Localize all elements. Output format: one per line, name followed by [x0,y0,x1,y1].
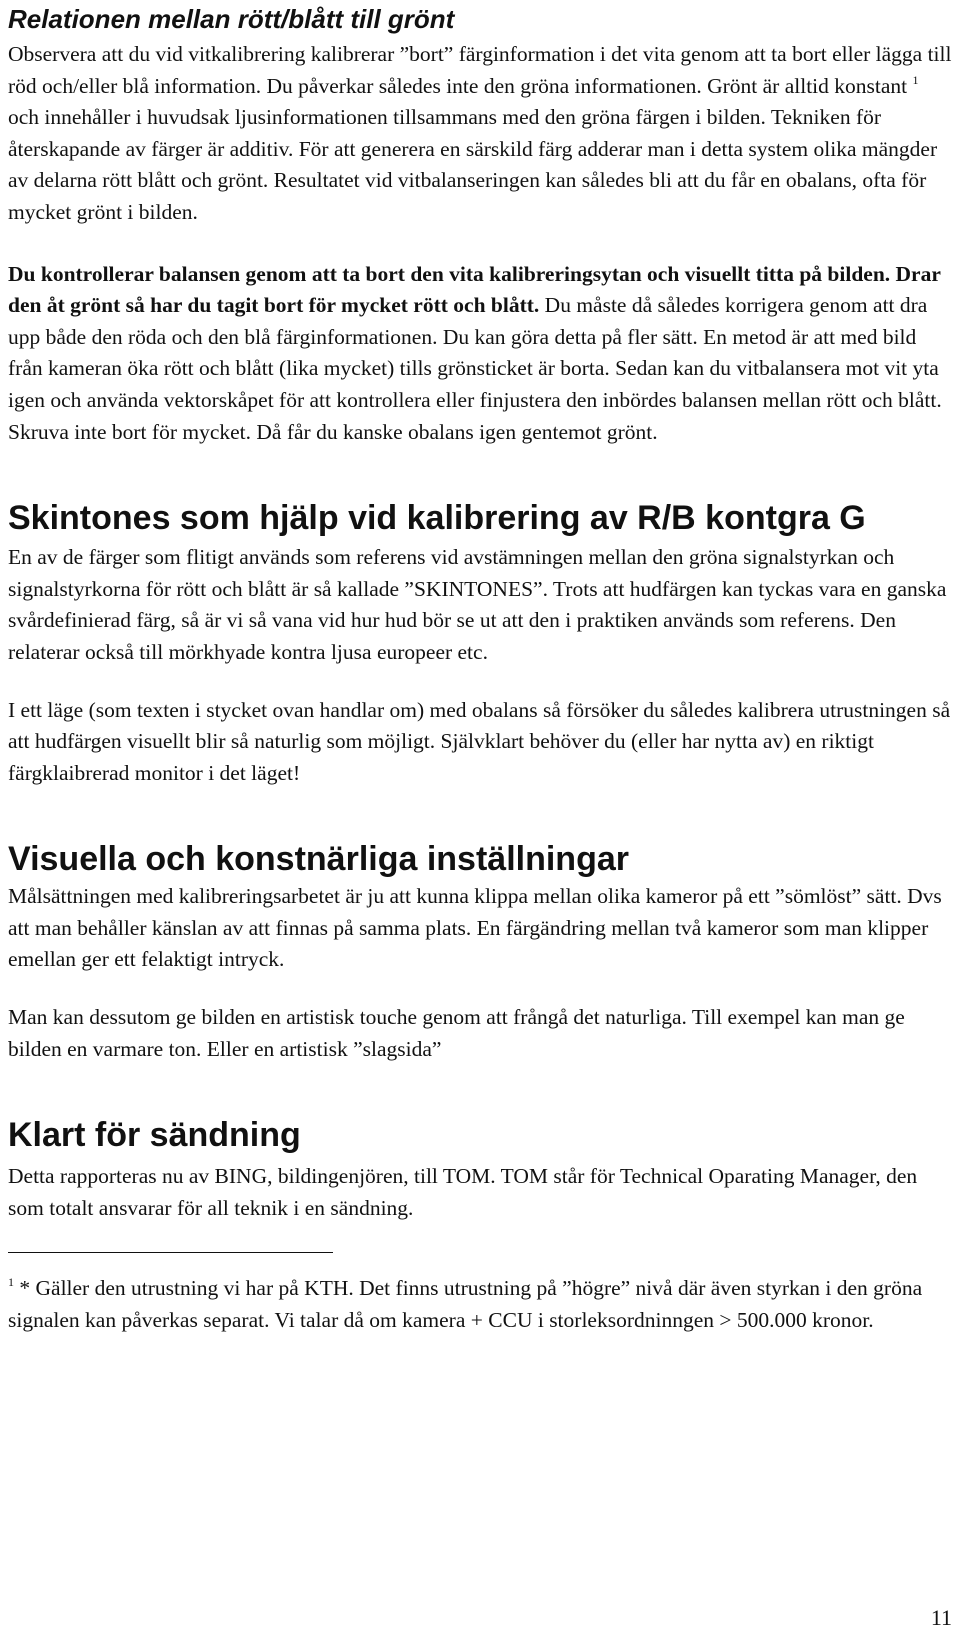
section-klart [8,1115,953,1224]
section-heading: Skintones som hjälp vid kalibrering av R/B kontgra G [8,499,866,538]
section-visuella [8,839,953,1065]
section-heading: Relationen mellan rött/blått till grönt [8,4,455,34]
footnote-reference: 1 [912,72,919,87]
footnote-text: * Gäller den utrustning vi har på KTH. Det finns utrustning på ”högre” nivå där även styrkan i den gröna signalen kan påverkas separat. Vi talar då om kamera + CCU i storleksordninngen > 500.000 kronor. [8,1276,923,1333]
document-page [8,0,953,1337]
paragraph: Målsättningen med kalibreringsarbetet är ju att kunna klippa mellan olika kameror på ett ”sömlöst” sätt. Dvs att man behåller känslan av att finnas på samma plats. En färgändring mellan två kameror som man klipper emellan ger ett felaktigt intryck. [8,884,942,972]
paragraph: Detta rapporteras nu av BING, bildingenjören, till TOM. TOM står för Technical Oparating Manager, den som totalt ansvarar för all teknik i en sändning. [8,1164,918,1220]
emphasis-text: Du kontrollerar balansen genom att ta bort den vita kalibreringsytan och visuellt titta på bilden. Drar den åt grönt så har du tagit bort för mycket rött och blått. [8,261,941,318]
footnote [8,1273,953,1336]
section-heading: Visuella och konstnärliga inställningar [8,840,629,879]
footnote-marker: 1 [8,1275,14,1290]
paragraph [8,39,953,229]
paragraph [8,259,953,449]
paragraph: En av de färger som flitigt används som referens vid avstämningen mellan den gröna signalstyrkan och signalstyrkorna för rött och blått är så kallade ”SKINTONES”. Trots att hudfärgen kan tyckas vara en ganska svårdefinierad färg, så är vi så vana vid hur hud bör se ut att den i praktiken används som referens. Den relaterar också till mörkhyade kontra ljusa europeer etc. [8,545,947,664]
page-number: 11 [930,1605,952,1630]
section-skintones [8,498,953,789]
paragraph-text: och innehåller i huvudsak ljusinformationen tillsammans med den gröna färgen i bilden. Tekniken för återskapande av färger är additiv. För att generera en särskild färg adderar man i detta system olika mängder av delarna rött blått och grönt. Resultatet vid vitbalanseringen kan således bli att du får en obalans, ofta för mycket grönt i bilden. [8,105,938,224]
paragraph-text: Du måste då således korrigera genom att dra upp både den röda och den blå färginformationen. Du kan göra detta på fler sätt. En metod är att med bild från kameran öka rött och blått (lika mycket) tills grönsticket är borta. Sedan kan du vitbalansera mot vit yta igen och använda vektorskåpet för att kontrollera eller finjustera den inbördes balansen mellan rött och blått. Skruva inte bort för mycket. Då får du kanske obalans igen gentemot grönt. [8,293,942,444]
footnote-divider [8,1252,333,1253]
section-heading: Klart för sändning [8,1116,301,1155]
paragraph: Man kan dessutom ge bilden en artistisk touche genom att frångå det naturliga. Till exempel kan man ge bilden en varmare ton. Eller en artistisk ”slagsida” [8,1005,905,1061]
section-relationen [8,3,953,448]
paragraph-text: Observera att du vid vitkalibrering kalibrerar ”bort” färginformation i det vita genom att ta bort eller lägga till röd och/eller blå information. Du påverkar således inte den gröna informationen. Grönt är alltid konstant [8,42,952,98]
paragraph: I ett läge (som texten i stycket ovan handlar om) med obalans så försöker du således kalibrera utrustningen så att hudfärgen visuellt blir så naturlig som möjligt. Självklart behöver du (eller har nytta av) en riktigt färgklaibrerad monitor i det läget! [8,697,951,785]
